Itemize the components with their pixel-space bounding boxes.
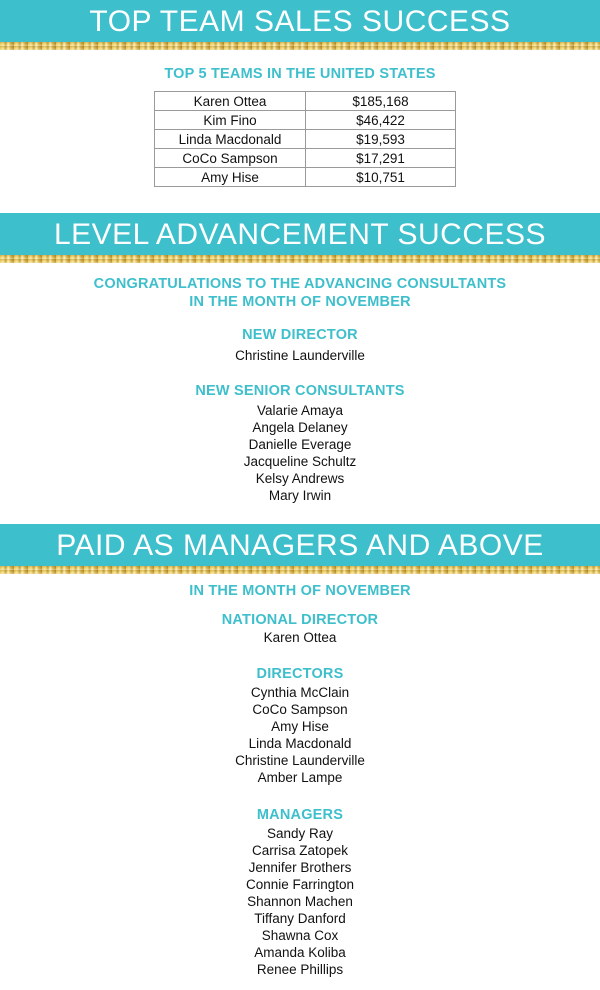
table-row [155, 92, 456, 111]
directors-heading: DIRECTORS [256, 666, 344, 682]
team-sales-cell: $185,168 [306, 92, 456, 111]
gold-glitter-strip [0, 566, 600, 574]
list-item: Valarie Amaya [256, 403, 344, 418]
list-item: Sandy Ray [266, 826, 334, 841]
list-item: Kelsy Andrews [255, 471, 345, 486]
sales-heading: TOP 5 TEAMS IN THE UNITED STATES [164, 66, 436, 82]
advancement-intro-line2: IN THE MONTH OF NOVEMBER [189, 294, 411, 310]
table-row [155, 168, 456, 187]
team-name-cell: Linda Macdonald [155, 130, 306, 149]
team-name-cell: Kim Fino [155, 111, 306, 130]
paid-intro: IN THE MONTH OF NOVEMBER [189, 583, 411, 599]
banner-title: LEVEL ADVANCEMENT SUCCESS [53, 218, 547, 251]
national-director-name: Karen Ottea [263, 630, 337, 645]
list-item: Shawna Cox [261, 928, 339, 943]
list-item: Jacqueline Schultz [243, 454, 357, 469]
banner-level-advancement [0, 213, 600, 263]
list-item: Jennifer Brothers [248, 860, 352, 875]
list-item: Cynthia McClain [250, 685, 350, 700]
list-item: Mary Irwin [268, 488, 332, 503]
gold-glitter-strip [0, 255, 600, 263]
table-row [155, 130, 456, 149]
advancement-intro-line1: CONGRATULATIONS TO THE ADVANCING CONSULTANTS [93, 276, 507, 292]
team-sales-cell: $19,593 [306, 130, 456, 149]
list-item: Linda Macdonald [248, 736, 352, 751]
list-item: Tiffany Danford [254, 911, 346, 926]
top-teams-table [154, 91, 456, 187]
team-sales-cell: $46,422 [306, 111, 456, 130]
list-item: Renee Phillips [256, 962, 344, 977]
team-name-cell: Karen Ottea [155, 92, 306, 111]
table-row [155, 111, 456, 130]
managers-heading: MANAGERS [256, 807, 344, 823]
new-senior-heading: NEW SENIOR CONSULTANTS [195, 383, 405, 399]
list-item: Amanda Koliba [254, 945, 346, 960]
list-item: Carrisa Zatopek [251, 843, 349, 858]
list-item: Amber Lampe [257, 770, 343, 785]
gold-glitter-strip [0, 42, 600, 50]
banner-title: TOP TEAM SALES SUCCESS [89, 5, 511, 38]
list-item: Danielle Everage [248, 437, 352, 452]
banner-top-team-sales [0, 0, 600, 50]
list-item: Angela Delaney [252, 420, 348, 435]
list-item: Connie Farrington [245, 877, 355, 892]
team-sales-cell: $17,291 [306, 149, 456, 168]
banner-title: PAID AS MANAGERS AND ABOVE [56, 529, 544, 562]
team-name-cell: Amy Hise [155, 168, 306, 187]
team-sales-cell: $10,751 [306, 168, 456, 187]
new-director-heading: NEW DIRECTOR [242, 327, 358, 343]
managers-list [0, 825, 600, 978]
table-row [155, 149, 456, 168]
list-item: CoCo Sampson [252, 702, 348, 717]
team-name-cell: CoCo Sampson [155, 149, 306, 168]
national-director-heading: NATIONAL DIRECTOR [221, 612, 379, 628]
list-item: Amy Hise [271, 719, 329, 734]
new-director-name: Christine Launderville [235, 348, 365, 363]
directors-list [0, 684, 600, 786]
list-item: Shannon Machen [247, 894, 353, 909]
list-item: Christine Launderville [235, 753, 365, 768]
banner-paid-managers [0, 524, 600, 574]
new-senior-list [0, 402, 600, 504]
